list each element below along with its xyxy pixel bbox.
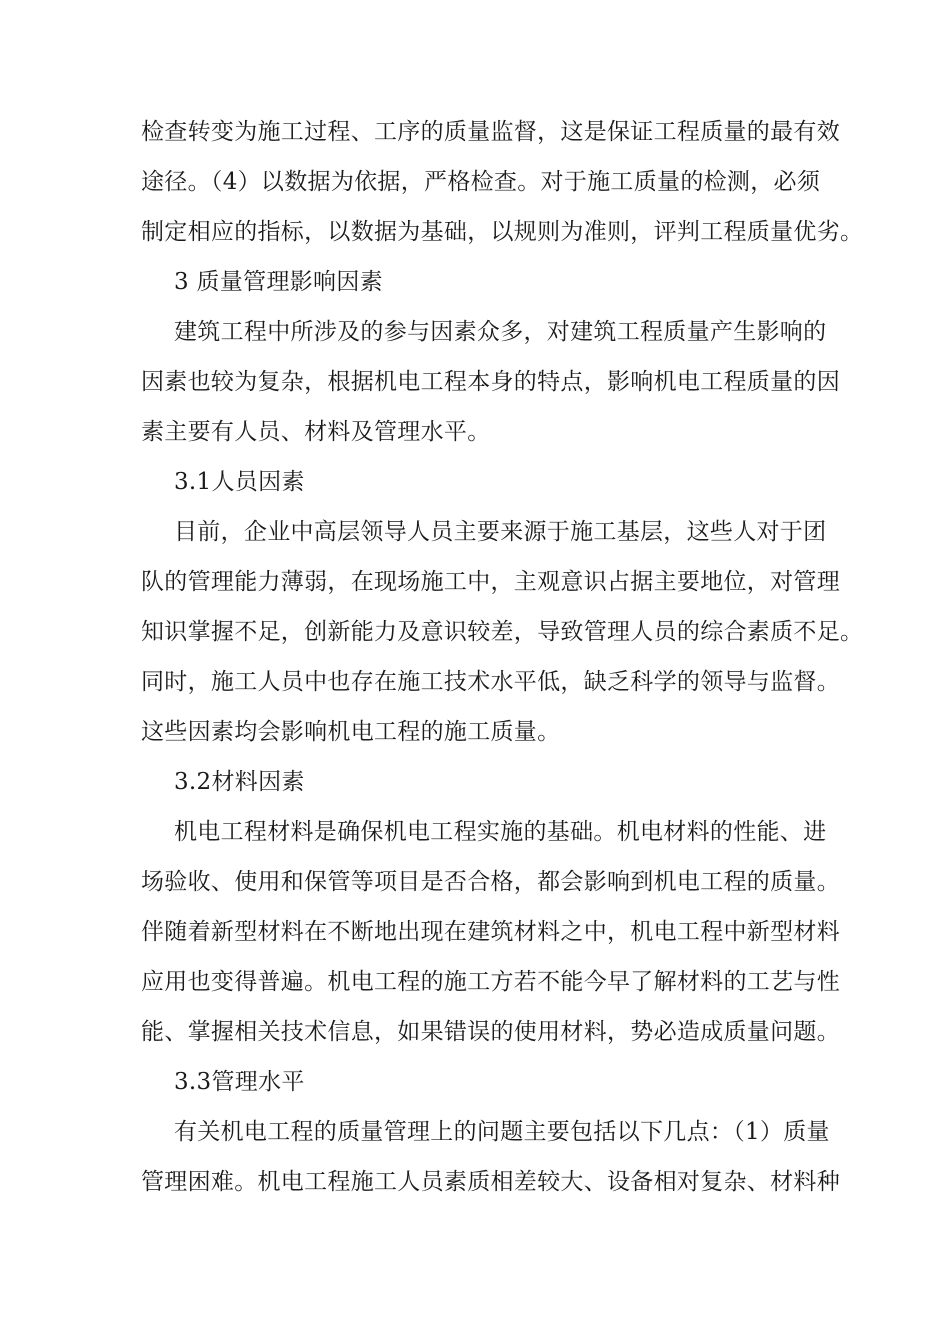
paragraph-line: 这些因素均会影响机电工程的施工质量。 bbox=[141, 719, 561, 745]
subsection-heading: 3.1人员因素 bbox=[174, 469, 305, 495]
paragraph-line: 场验收、使用和保管等项目是否合格，都会影响到机电工程的质量。 bbox=[141, 869, 840, 895]
paragraph-line: 制定相应的指标，以数据为基础，以规则为准则，评判工程质量优劣。 bbox=[141, 219, 864, 245]
paragraph-line: 机电工程材料是确保机电工程实施的基础。机电材料的性能、进 bbox=[174, 819, 827, 845]
paragraph-line: 途径。（4）以数据为依据，严格检查。对于施工质量的检测，必须 bbox=[141, 169, 821, 195]
paragraph-line: 同时，施工人员中也存在施工技术水平低，缺乏科学的领导与监督。 bbox=[141, 669, 840, 695]
paragraph-line: 有关机电工程的质量管理上的问题主要包括以下几点：（1）质量 bbox=[174, 1119, 830, 1145]
section-heading: 3 质量管理影响因素 bbox=[174, 269, 383, 295]
paragraph-line: 管理困难。机电工程施工人员素质相差较大、设备相对复杂、材料种 bbox=[141, 1169, 840, 1195]
paragraph-line: 能、掌握相关技术信息，如果错误的使用材料，势必造成质量问题。 bbox=[141, 1019, 840, 1045]
paragraph-line: 目前，企业中高层领导人员主要来源于施工基层，这些人对于团 bbox=[174, 519, 827, 545]
subsection-heading: 3.3管理水平 bbox=[174, 1069, 305, 1095]
paragraph-line: 知识掌握不足，创新能力及意识较差，导致管理人员的综合素质不足。 bbox=[141, 619, 864, 645]
paragraph-line: 队的管理能力薄弱，在现场施工中，主观意识占据主要地位，对管理 bbox=[141, 569, 840, 595]
paragraph-line: 伴随着新型材料在不断地出现在建筑材料之中，机电工程中新型材料 bbox=[141, 919, 840, 945]
subsection-heading: 3.2材料因素 bbox=[174, 769, 305, 795]
paragraph-line: 素主要有人员、材料及管理水平。 bbox=[141, 419, 491, 445]
paragraph-line: 建筑工程中所涉及的参与因素众多，对建筑工程质量产生影响的 bbox=[174, 319, 827, 345]
paragraph-line: 检查转变为施工过程、工序的质量监督，这是保证工程质量的最有效 bbox=[141, 119, 840, 145]
paragraph-line: 因素也较为复杂，根据机电工程本身的特点，影响机电工程质量的因 bbox=[141, 369, 840, 395]
paragraph-line: 应用也变得普遍。机电工程的施工方若不能今早了解材料的工艺与性 bbox=[141, 969, 840, 995]
